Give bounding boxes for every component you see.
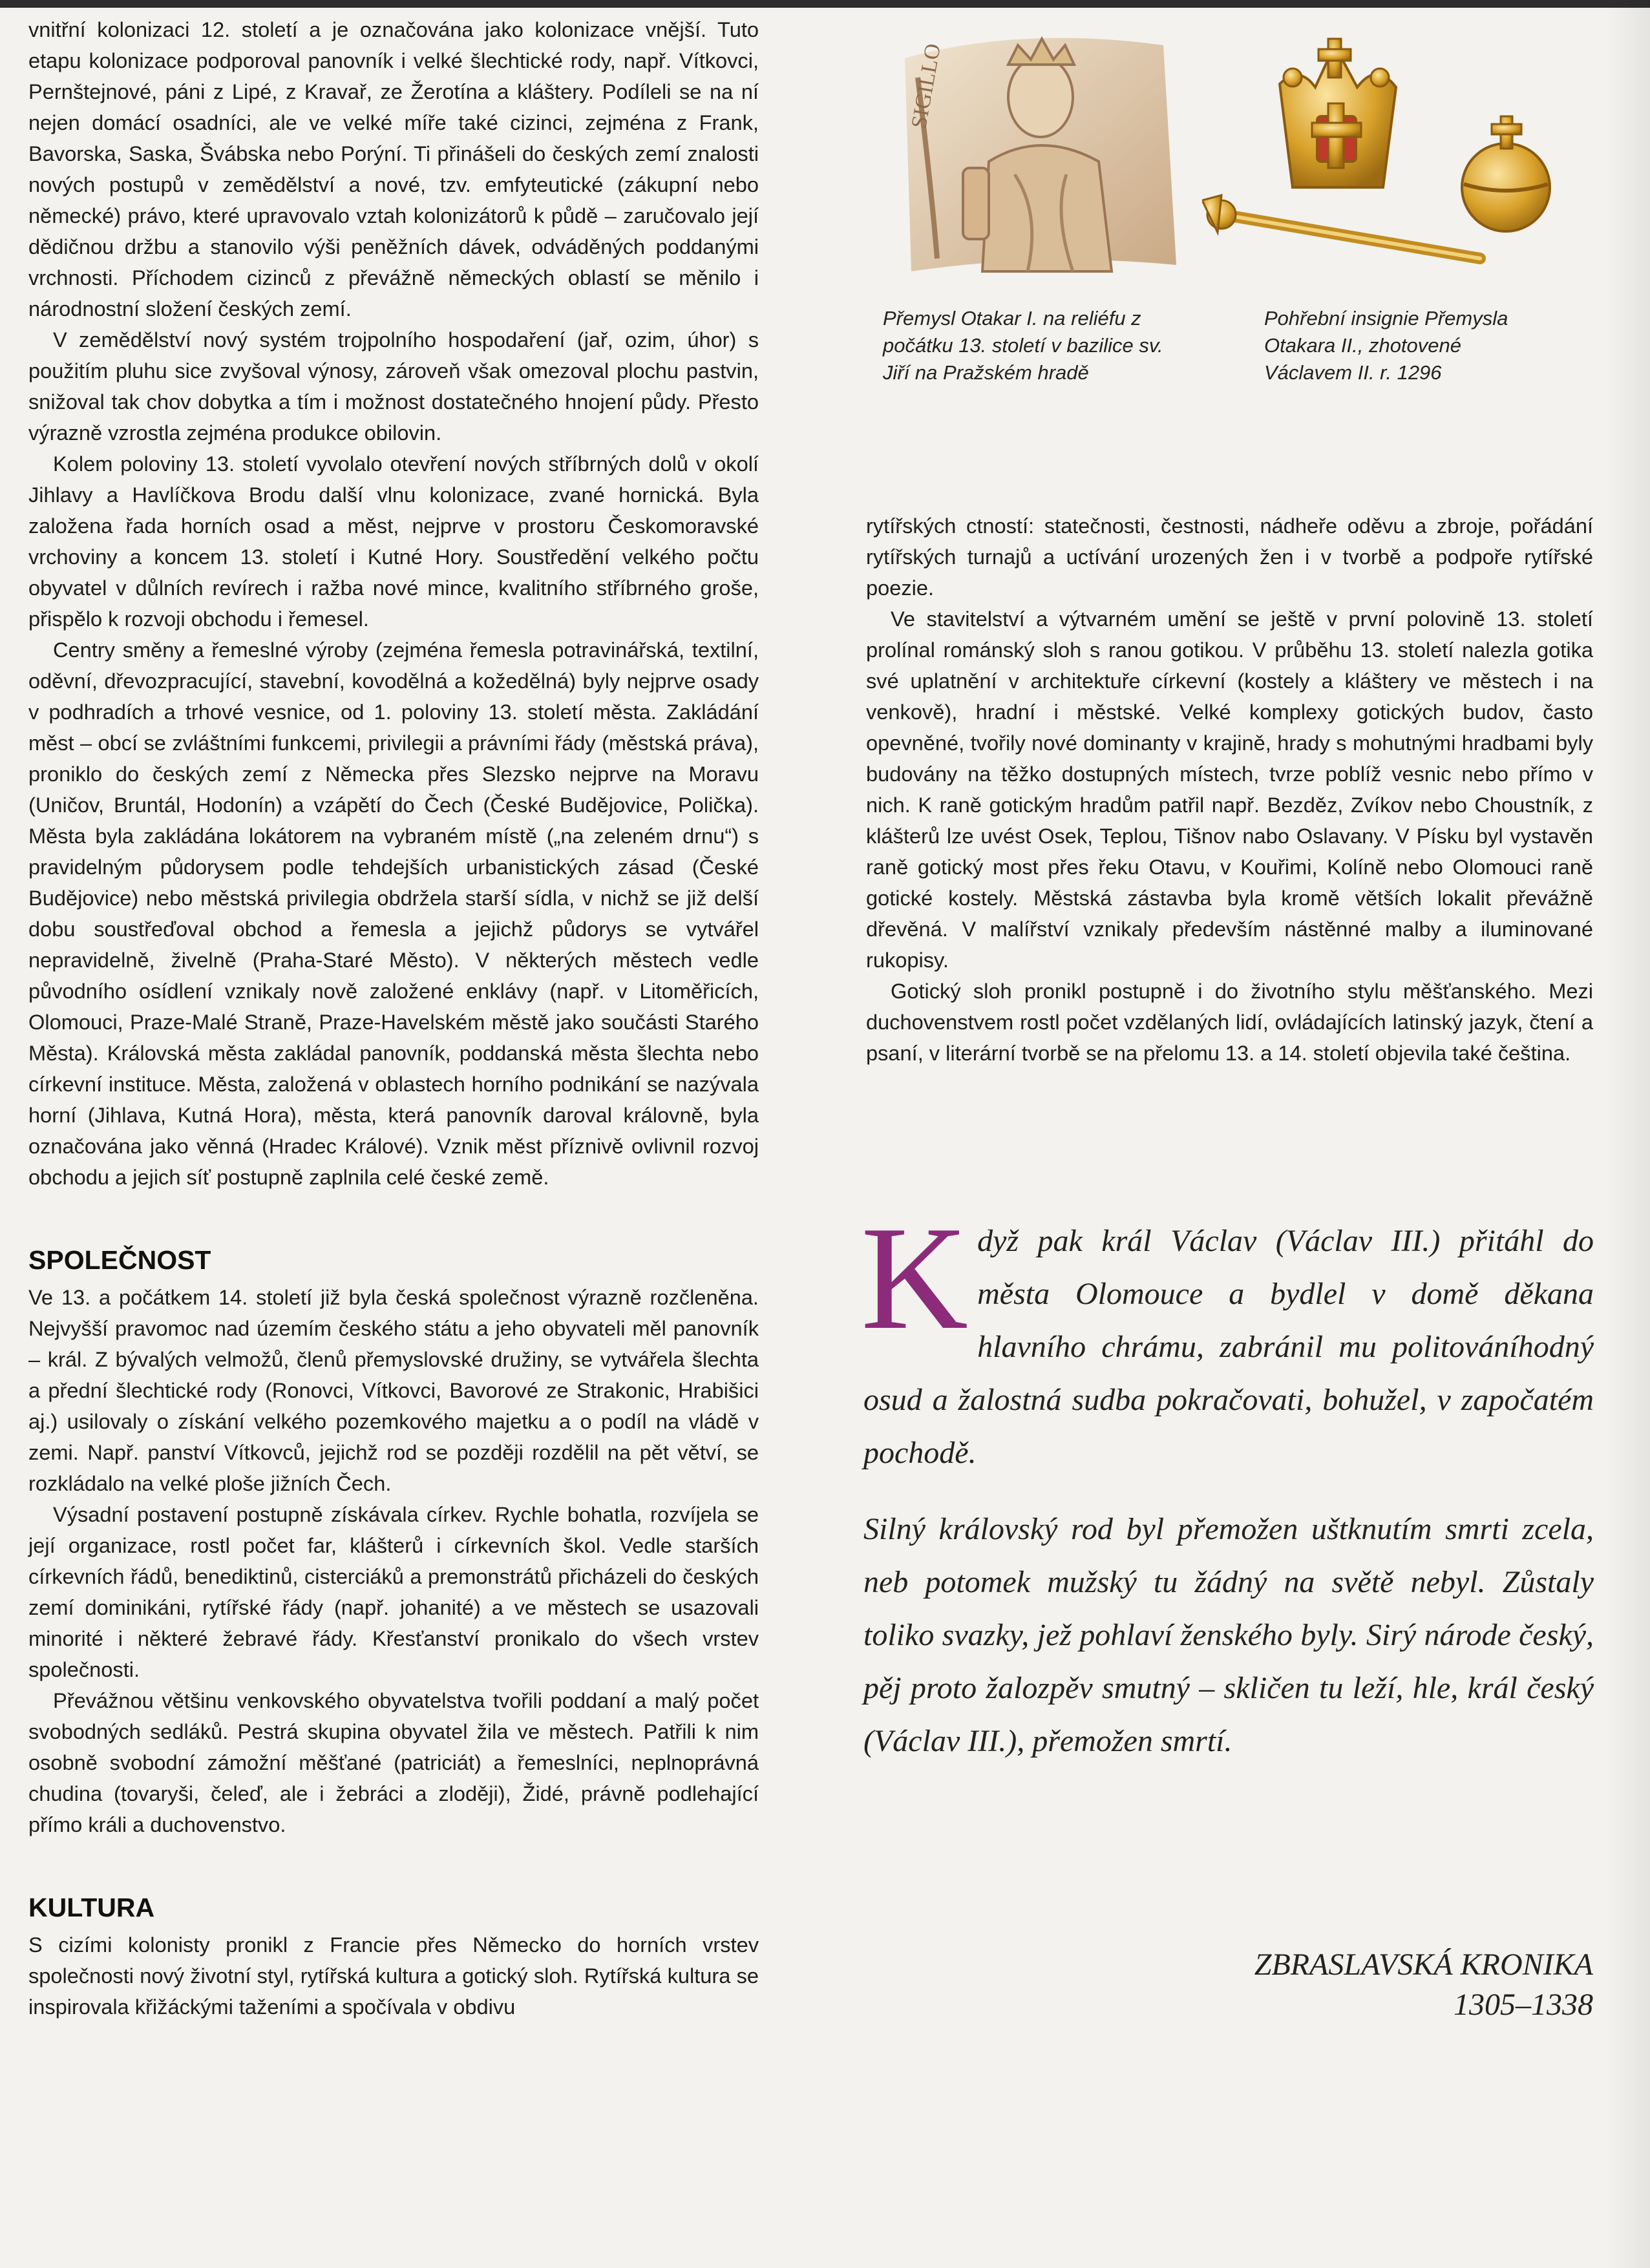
top-page-band <box>0 0 1650 8</box>
paragraph-society-2: Výsadní postavení postupně získávala církev. Rychle bohatla, rozvíjela se její organizace, rostl počet far, klášterů i církevních škol. Vedle starších církevních řádů, benediktinů, cisterciáků a premonstrátů přicházeli do českých zemí dominikáni, rytířské řády (např. johanité) a ve městech se usazovali minorité i některé žebravé řády. Křesťanství pronikalo do všech vrstev společnosti. <box>28 1502 759 1681</box>
right-column <box>866 510 1593 1069</box>
paragraph-society-3: Převážnou většinu venkovského obyvatelstva tvořili poddaní a malý počet svobodných sedláků. Pestrá skupina obyvatel žila ve městech. Patřili k nim osobně svobodní zámožní měšťané (patriciát) a řemeslníci, neplnoprávná chudina (tovaryši, čeleď, ale i žebráci a zloději), Židé, právně podlehající přímo králi a duchovenstvo. <box>28 1688 759 1836</box>
quote-paragraph-1 <box>861 1195 1594 1480</box>
paragraph-mining-colonization: Kolem poloviny 13. století vyvolalo otevření nových stříbrných dolů v okolí Jihlavy a Havlíčkova Brodu další vlnu kolonizace, zvané hornická. Byla založena řada horních osad a měst, nejprve v prostoru Českomoravské vrchoviny a koncem 13. století i Kutné Hory. Soustředění velkého počtu obyvatel v důlních revírech i ražba nové mince, kvalitního stříbrného groše, přispělo k rozvoji obchodu i řemesel. <box>28 452 759 631</box>
heading-society: SPOLEČNOST <box>28 1245 211 1275</box>
paragraph-gothic-lifestyle: Gotický sloh pronikl postupně i do životního stylu měšťanského. Mezi duchovenstvem rostl počet vzdělaných lidí, ovládajících latinský jazyk, čtení a psaní, v literární tvorbě se na přelomu 13. a 14. století objevila také čeština. <box>866 979 1593 1065</box>
paragraph-gothic-architecture: Ve stavitelství a výtvarném umění se ještě v první polovině 13. století prolínal románský sloh s ranou gotikou. V průběhu 13. století nalezla gotika své uplatnění v architektuře církevní (kostely a kláštery ve městech i na venkově), hradní i městské. Velké komplexy gotických budov, často opevněné, tvořily nové dominanty v krajině, hrady s mohutnými hradbami byly budovány na těžko dostupných místech, tvrze poblíž vesnic nebo přímo v nich. K raně gotickým hradům patřil např. Bezděz, Zvíkov nebo Choustník, z klášterů lze uvést Osek, Teplou, Tišnov nabo Oslavany. V Písku byl vystavěn raně gotický most přes řeku Otavu, v Kouřimi, Kolíně nebo Olomouci raně gotické kostely. Městská zástavba byla kromě větších lokalit převážně dřevěná. V malířství vznikaly především nástěnné malby a iluminované rukopisy. <box>866 607 1593 972</box>
paragraph-colonization-external: vnitřní kolonizaci 12. století a je označována jako kolonizace vnější. Tuto etapu kolonizace podporoval panovník i velké šlechtické rody, např. Vítkovci, Pernštejnové, páni z Lipé, z Kravař, ze Žerotína a kláštery. Podíleli se na ní nejen domácí osadníci, ale ve velké míře také cizinci, zejména z Frank, Bavorska, Saska, Švábska nebo Porýní. Ti přinášeli do českých zemí znalosti nových postupů v zemědělství a nové, tzv. emfyteutické (zákupní nebo německé) právo, které upravovalo vztah kolonizátorů k půdě – zaručovalo její dědičnou držbu a stanovilo výši peněžních dávek, odváděných poddanými vrchnosti. Příchodem cizinců z převážně německých oblastí se měnilo i národnostní složení českých zemí. <box>28 17 759 320</box>
page-edge-shadow <box>1605 0 1650 2268</box>
paragraph-agriculture: V zemědělství nový systém trojpolního hospodaření (jař, ozim, úhor) s použitím pluhu sice zvyšoval výnosy, zároveň však omezoval plochu pastvin, snižoval tak chov dobytka a tím i možnost dostatečného hnojení půdy. Přesto výrazně vzrostla zejména produkce obilovin. <box>28 328 759 445</box>
quote-source <box>1254 1945 1593 2025</box>
chronicle-quote <box>861 1195 1594 1768</box>
insignia-caption: Pohřební insignie Přemysla Otakara II., zhotovené Václavem II. r. 1296 <box>1264 307 1508 384</box>
crown-icon <box>1280 39 1396 187</box>
quote-paragraph-2: Silný královský rod byl přemožen uštknutím smrti zcela, neb potomek mužský tu žádný na světě nebyl. Zůstaly toliko svazky, jež pohlaví ženského byly. Sirý národe český, pěj proto žalozpěv smutný – skličen tu leží, hle, král český (Václav III.), přemožen smrtí. <box>863 1512 1594 1758</box>
svg-text:SIGILLO: SIGILLO <box>907 41 946 131</box>
insignia-image <box>1202 26 1564 278</box>
quote-source-title: ZBRASLAVSKÁ KRONIKA <box>1254 1948 1593 1982</box>
heading-culture: KULTURA <box>28 1893 155 1922</box>
left-column <box>28 14 759 2022</box>
paragraph-society-1: Ve 13. a počátkem 14. století již byla česká společnost výrazně rozčleněna. Nejvyšší pravomoc nad územím českého státu a jeho obyvateli měl panovník – král. Z bývalých velmožů, členů přemyslovské družiny, se vytvářela šlechta a přední šlechtické rody (Ronovci, Vítkovci, Bavorové ze Strakonic, Hrabišici aj.) usilovaly o získání velkého pozemkového majetku a o podíl na vládě v zemi. Např. panství Vítkovců, jejichž rod se později rozdělil na pět větví, se rozkládalo na velké ploše jižních Čech. <box>28 1285 759 1495</box>
paragraph-culture-1: S cizími kolonisty pronikl z Francie přes Německo do horních vrstev společnosti nový životní styl, rytířská kultura a gotický sloh. Rytířská kultura se inspirovala křižáckými taženími a spočívala v obdivu <box>28 1933 759 2019</box>
scepter-icon <box>1202 195 1480 258</box>
quote-paragraph-1-text: dyž pak král Václav (Václav III.) přitáhl do města Olomouce a bydlel v domě děkana hlavního chrámu, zabránil mu politováníhodný osud a žalostná sudba pokračovati, bohužel, v započatém pochodě. <box>863 1224 1594 1470</box>
paragraph-knightly-virtues: rytířských ctností: statečnosti, čestnosti, nádheře oděvu a zbroje, pořádání rytířských turnajů a uctívání urozených žen i v tvorbě a podpoře rytířské poezie. <box>866 514 1593 600</box>
relief-caption: Přemysl Otakar I. na reliéfu z počátku 13. století v bazilice sv. Jiří na Pražském hradě <box>883 307 1163 384</box>
orb-icon <box>1462 116 1550 231</box>
quote-dropcap: K <box>861 1195 969 1360</box>
insignia-figure <box>1202 26 1564 278</box>
relief-figure <box>892 19 1183 278</box>
king-relief-image <box>892 19 1183 278</box>
quote-source-years: 1305–1338 <box>1454 1988 1593 2022</box>
paragraph-towns: Centry směny a řemeslné výroby (zejména řemesla potravinářská, textilní, oděvní, dřevozpracující, stavební, kovodělná a kožedělná) byly nejprve osady v podhradích a trhové vesnice, od 1. poloviny 13. století města. Zakládání měst – obcí se zvláštními funkcemi, privilegii a právními řády (městská práva), proniklo do českých zemí z Německa přes Slezsko nejprve na Moravu (Uničov, Bruntál, Hodonín) a vzápětí do Čech (České Budějovice, Polička). Města byla zakládána lokátorem na vybraném místě („na zeleném drnu“) s pravidelným půdorysem podle tehdejších urbanistických zásad (České Budějovice) nebo městská privilegia obdržela starší sídla, v nichž se již delší dobu soustřeďoval obchod a řemesla a jejichž půdorys se vytvářel nepravidelně, živelně (Praha-Staré Město). V některých městech vedle původního osídlení vznikaly nově založené enklávy (např. v Litoměřicích, Olomouci, Praze-Malé Straně, Praze-Havelském městě jako součásti Starého Města). Královská města zakládal panovník, poddanská města šlechta nebo církevní instituce. Města, založená v oblastech horního podnikání se nazývala horní (Jihlava, Kutná Hora), města, která panovník daroval královně, byla označována jako věnná (Hradec Králové). Vznik měst příznivě ovlivnil rozvoj obchodu a jejich síť postupně zaplnila celé české země. <box>28 638 759 1189</box>
